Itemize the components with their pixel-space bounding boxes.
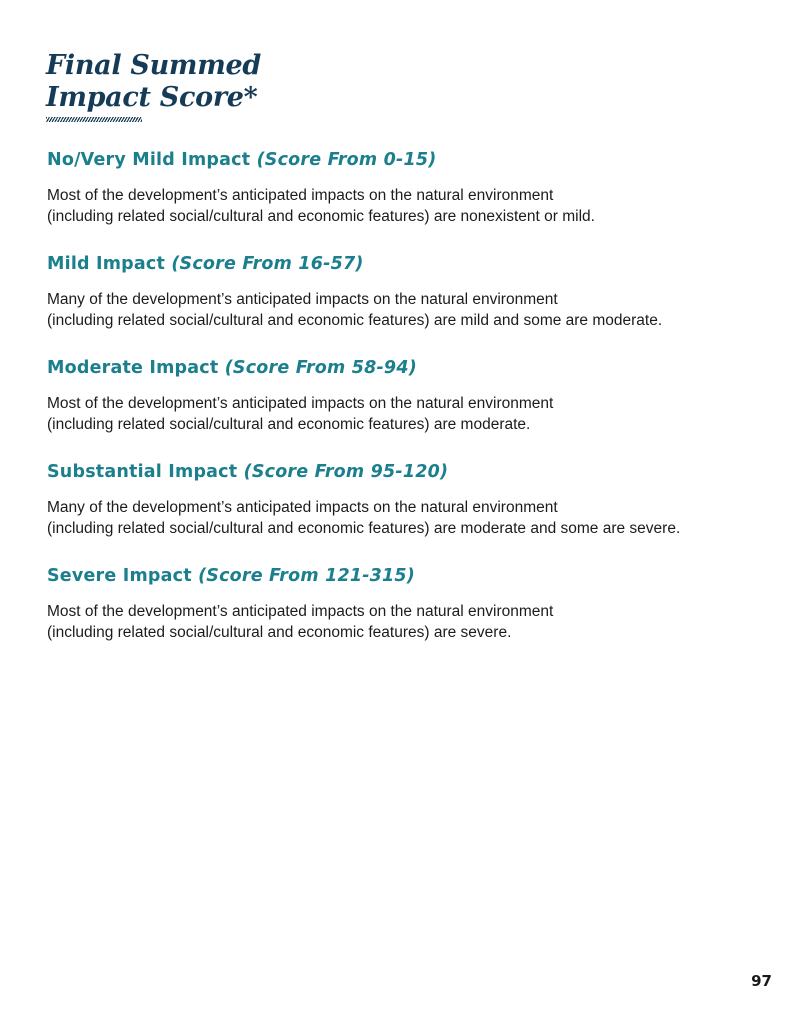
section-mild-impact — [47, 253, 767, 331]
section-heading — [47, 357, 767, 379]
section-heading — [47, 461, 767, 483]
section-heading — [47, 149, 767, 171]
section-heading-label: Moderate Impact — [47, 358, 219, 378]
page-number: 97 — [751, 972, 772, 990]
section-heading-label: Substantial Impact — [47, 462, 238, 482]
section-no-very-mild-impact — [47, 149, 767, 227]
section-severe-impact — [47, 565, 767, 643]
section-score-range: (Score From 121-315) — [198, 566, 415, 586]
section-heading-label: Severe Impact — [47, 566, 192, 586]
section-score-range: (Score From 58-94) — [224, 358, 417, 378]
section-heading — [47, 565, 767, 587]
description-line-1: Many of the development’s anticipated impacts on the natural environment — [47, 291, 558, 308]
section-description — [47, 289, 767, 331]
description-line-1: Many of the development’s anticipated impacts on the natural environment — [47, 499, 558, 516]
section-substantial-impact — [47, 461, 767, 539]
description-line-1: Most of the development’s anticipated impacts on the natural environment — [47, 395, 554, 412]
description-line-2: (including related social/cultural and economic features) are severe. — [47, 624, 512, 641]
section-moderate-impact — [47, 357, 767, 435]
description-line-2: (including related social/cultural and economic features) are mild and some are moderate. — [47, 312, 663, 329]
description-line-2: (including related social/cultural and economic features) are moderate and some are severe. — [47, 520, 681, 537]
section-description — [47, 497, 767, 539]
section-heading — [47, 253, 767, 275]
section-score-range: (Score From 95-120) — [243, 462, 449, 482]
description-line-1: Most of the development’s anticipated impacts on the natural environment — [47, 187, 554, 204]
description-line-1: Most of the development’s anticipated impacts on the natural environment — [47, 603, 554, 620]
section-description — [47, 393, 767, 435]
page-title: Final Summed Impact Score* — [46, 50, 261, 113]
section-heading-label: No/Very Mild Impact — [47, 150, 251, 170]
description-line-2: (including related social/cultural and economic features) are moderate. — [47, 416, 531, 433]
section-description — [47, 185, 767, 227]
section-score-range: (Score From 0-15) — [256, 150, 437, 170]
impact-score-sections — [47, 149, 767, 669]
section-heading-label: Mild Impact — [47, 254, 166, 274]
section-description — [47, 601, 767, 643]
section-score-range: (Score From 16-57) — [171, 254, 364, 274]
description-line-2: (including related social/cultural and economic features) are nonexistent or mild. — [47, 208, 595, 225]
title-underline-decoration — [46, 117, 142, 122]
